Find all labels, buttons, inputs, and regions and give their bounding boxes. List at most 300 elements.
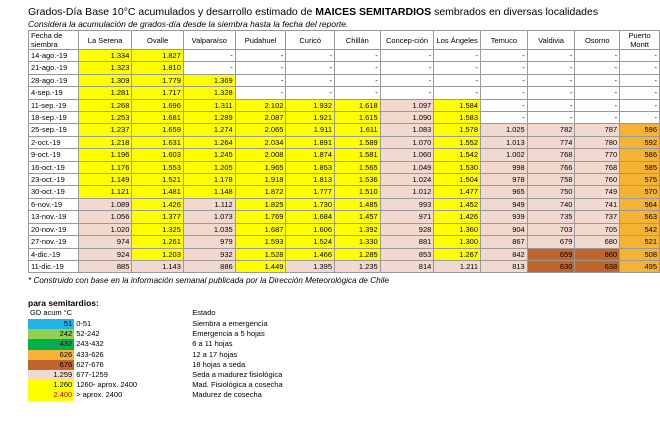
degree-days-cell: 1.874 [286, 149, 335, 161]
degree-days-cell: 1.932 [286, 99, 335, 111]
degree-days-cell: 1.593 [235, 236, 286, 248]
degree-days-cell: 1.659 [132, 124, 184, 136]
degree-days-cell: 1.013 [481, 136, 528, 148]
sowing-date-cell: 25-sep.-19 [29, 124, 79, 136]
degree-days-cell: 965 [481, 186, 528, 198]
legend-header-row [28, 308, 285, 319]
degree-days-cell: 1.891 [286, 136, 335, 148]
legend-range: 0-51 [76, 319, 92, 328]
degree-days-cell: 1.395 [286, 260, 335, 272]
degree-days-cell: - [434, 87, 481, 99]
degree-days-cell: 949 [481, 198, 528, 210]
legend-state: 12 a 17 hojas [192, 349, 238, 359]
degree-days-cell: 1.477 [434, 186, 481, 198]
degree-days-cell: - [235, 62, 286, 74]
degree-days-cell: 1.481 [132, 186, 184, 198]
degree-days-cell: 774 [527, 136, 575, 148]
degree-days-cell: 659 [527, 248, 575, 260]
degree-days-cell: 1.268 [78, 99, 132, 111]
degree-days-cell: 1.070 [380, 136, 434, 148]
legend-range: 677-1259 [76, 370, 108, 380]
degree-days-cell: 1.090 [380, 112, 434, 124]
sowing-date-cell: 30-oct.-19 [29, 186, 79, 198]
table-row [29, 186, 660, 198]
legend-table [28, 308, 285, 401]
degree-days-cell: 1.684 [286, 211, 335, 223]
sowing-date-cell: 18-sep.-19 [29, 112, 79, 124]
degree-days-cell: 1.089 [78, 198, 132, 210]
degree-days-cell: 1.328 [183, 87, 235, 99]
sowing-date-cell: 11-dic.-19 [29, 260, 79, 272]
degree-days-cell: 1.521 [132, 174, 184, 186]
column-header: Valparaíso [183, 31, 235, 50]
degree-days-cell: - [575, 62, 620, 74]
legend-item [28, 390, 285, 400]
degree-days-cell: 768 [575, 161, 620, 173]
degree-days-cell: - [235, 50, 286, 62]
degree-days-cell: - [434, 74, 481, 86]
degree-days-cell: 1.426 [132, 198, 184, 210]
degree-days-cell: 703 [527, 223, 575, 235]
degree-days-cell: - [527, 87, 575, 99]
legend-swatch-value: 626 [28, 350, 74, 360]
degree-days-cell: 564 [620, 198, 660, 210]
degree-days-cell: 735 [527, 211, 575, 223]
degree-days-cell: - [380, 50, 434, 62]
degree-days-cell: 1.311 [183, 99, 235, 111]
degree-days-cell: 979 [183, 236, 235, 248]
degree-days-cell: 1.267 [434, 248, 481, 260]
sowing-date-cell: 27-nov.-19 [29, 236, 79, 248]
degree-days-cell: 1.779 [132, 74, 184, 86]
legend-swatch-value: 1.260 [28, 380, 74, 390]
degree-days-cell: 1.274 [183, 124, 235, 136]
column-header: Curicó [286, 31, 335, 50]
degree-days-cell: - [575, 112, 620, 124]
degree-days-cell: 1.377 [132, 211, 184, 223]
degree-days-cell: 1.426 [434, 211, 481, 223]
degree-days-cell: 1.285 [335, 248, 381, 260]
degree-days-cell: 705 [575, 223, 620, 235]
degree-days-cell: - [575, 99, 620, 111]
degree-days-cell: - [335, 74, 381, 86]
degree-days-cell: - [335, 50, 381, 62]
degree-days-cell: 853 [380, 248, 434, 260]
degree-days-cell: 1.542 [434, 149, 481, 161]
degree-days-cell: 1.121 [78, 186, 132, 198]
degree-days-cell: 813 [481, 260, 528, 272]
legend-item [28, 350, 285, 360]
table-row [29, 99, 660, 111]
degree-days-cell: - [335, 87, 381, 99]
table-row [29, 136, 660, 148]
sowing-date-cell: 4-dic.-19 [29, 248, 79, 260]
table-row [29, 112, 660, 124]
degree-days-cell: - [527, 50, 575, 62]
degree-days-cell: 1.553 [132, 161, 184, 173]
degree-days-cell: 760 [575, 174, 620, 186]
degree-days-cell: 1.261 [132, 236, 184, 248]
legend-state: Mad. Fisiológica a cosecha [192, 380, 283, 390]
degree-days-cell: 1.024 [380, 174, 434, 186]
degree-days-cell: 679 [527, 236, 575, 248]
column-header: Osorno [575, 31, 620, 50]
degree-days-cell: 1.589 [335, 136, 381, 148]
degree-days-cell: - [434, 62, 481, 74]
sowing-date-cell: 2-oct.-19 [29, 136, 79, 148]
legend-swatch-value: 676 [28, 360, 74, 370]
title-crop: MAICES SEMITARDIOS [315, 6, 432, 18]
report-subtitle: Considera la acumulación de grados-día desde la siembra hasta la fecha del reporte. [28, 19, 349, 29]
column-header: Concep-ción [380, 31, 434, 50]
degree-days-cell: 1.872 [235, 186, 286, 198]
degree-days-cell: 1.827 [132, 50, 184, 62]
degree-days-cell: 1.611 [335, 124, 381, 136]
degree-days-cell: 1.485 [335, 198, 381, 210]
degree-days-cell: 1.012 [380, 186, 434, 198]
table-body [29, 50, 660, 273]
degree-days-cell: - [286, 62, 335, 74]
degree-days-cell: 886 [183, 260, 235, 272]
degree-days-cell: 814 [380, 260, 434, 272]
legend-header-state: Estado [192, 308, 216, 318]
degree-days-cell: 586 [620, 149, 660, 161]
table-row [29, 211, 660, 223]
table-row [29, 161, 660, 173]
legend-state: Emergencia a 5 hojas [192, 329, 265, 339]
table-row [29, 124, 660, 136]
degree-days-cell: - [620, 99, 660, 111]
degree-days-cell: 1.730 [286, 198, 335, 210]
legend-item [28, 360, 285, 370]
degree-days-cell: 1.696 [132, 99, 184, 111]
degree-days-cell: - [380, 87, 434, 99]
degree-days-cell: 1.211 [434, 260, 481, 272]
degree-days-cell: 1.603 [132, 149, 184, 161]
column-header: Los Ángeles [434, 31, 481, 50]
degree-days-cell: 1.369 [183, 74, 235, 86]
degree-days-cell: 1.245 [183, 149, 235, 161]
degree-days-cell: 563 [620, 211, 660, 223]
degree-days-cell: 749 [575, 186, 620, 198]
legend-swatch-value: 242 [28, 329, 74, 339]
degree-days-cell: - [481, 112, 528, 124]
degree-days-cell: 766 [527, 161, 575, 173]
degree-days-cell: 1.457 [335, 211, 381, 223]
title-text: Grados-Día Base 10°C acumulados y desarrollo estimado de [28, 6, 316, 18]
footnote: * Construido con base en la información semanal publicada por la Dirección Meteorológica de Chile [28, 276, 389, 285]
degree-days-cell: 1.218 [78, 136, 132, 148]
degree-days-cell: 1.965 [235, 161, 286, 173]
degree-days-cell: 1.237 [78, 124, 132, 136]
degree-days-cell: 881 [380, 236, 434, 248]
degree-days-cell: 1.323 [78, 62, 132, 74]
degree-days-cell: 1.178 [183, 174, 235, 186]
degree-days-cell: 1.769 [235, 211, 286, 223]
degree-days-cell: 1.035 [183, 223, 235, 235]
degree-days-cell: 782 [527, 124, 575, 136]
degree-days-cell: - [620, 74, 660, 86]
degree-days-cell: 1.149 [78, 174, 132, 186]
degree-days-cell: 885 [78, 260, 132, 272]
table-row [29, 50, 660, 62]
degree-days-cell: 1.565 [335, 161, 381, 173]
legend-item [28, 329, 285, 339]
degree-days-cell: 1.309 [78, 74, 132, 86]
degree-days-cell: 521 [620, 236, 660, 248]
legend-title: para semitardios: [28, 298, 99, 308]
degree-days-cell: 1.510 [335, 186, 381, 198]
degree-days-cell: 1.452 [434, 198, 481, 210]
degree-days-cell: 2.087 [235, 112, 286, 124]
degree-days-cell: 1.777 [286, 186, 335, 198]
degree-days-cell: 1.466 [286, 248, 335, 260]
degree-days-cell: - [235, 87, 286, 99]
degree-days-cell: 1.281 [78, 87, 132, 99]
degree-days-cell: 575 [620, 174, 660, 186]
column-header: Valdivia [527, 31, 575, 50]
degree-days-cell: 1.289 [183, 112, 235, 124]
legend-state: 18 hojas a seda [192, 359, 246, 369]
degree-days-cell: 1.810 [132, 62, 184, 74]
degree-days-cell: 1.176 [78, 161, 132, 173]
degree-days-cell: 1.524 [286, 236, 335, 248]
degree-days-cell: 1.631 [132, 136, 184, 148]
degree-days-cell: 680 [575, 236, 620, 248]
degree-days-cell: 1.392 [335, 223, 381, 235]
degree-days-cell: - [183, 50, 235, 62]
degree-days-cell: 1.330 [335, 236, 381, 248]
legend-range: > aprox. 2400 [76, 390, 123, 400]
degree-days-cell: - [575, 74, 620, 86]
legend-item [28, 380, 285, 390]
degree-days-cell: - [286, 74, 335, 86]
table-row [29, 223, 660, 235]
degree-days-cell: 630 [527, 260, 575, 272]
column-header: Ovalle [132, 31, 184, 50]
degree-days-cell: 867 [481, 236, 528, 248]
sowing-date-cell: 14-ago.-19 [29, 50, 79, 62]
degree-days-cell: 787 [575, 124, 620, 136]
degree-days-cell: - [481, 74, 528, 86]
degree-days-cell: 770 [575, 149, 620, 161]
sowing-date-cell: 13-nov.-19 [29, 211, 79, 223]
table-header-row [29, 31, 660, 50]
degree-days-cell: - [481, 62, 528, 74]
degree-days-cell: 1.060 [380, 149, 434, 161]
table-row [29, 248, 660, 260]
degree-days-cell: 741 [575, 198, 620, 210]
degree-days-cell: - [620, 87, 660, 99]
degree-days-cell: - [620, 112, 660, 124]
degree-days-cell: - [527, 74, 575, 86]
degree-days-cell: 1.083 [380, 124, 434, 136]
degree-days-cell: 1.073 [183, 211, 235, 223]
degree-days-cell: - [527, 62, 575, 74]
column-header: Pudahuel [235, 31, 286, 50]
degree-days-cell: 1.825 [235, 198, 286, 210]
table-row [29, 174, 660, 186]
degree-days-cell: 1.196 [78, 149, 132, 161]
degree-days-cell: - [235, 74, 286, 86]
degree-days-cell: 1.717 [132, 87, 184, 99]
degree-days-cell: 1.853 [286, 161, 335, 173]
degree-days-cell: 508 [620, 248, 660, 260]
degree-days-cell: 737 [575, 211, 620, 223]
degree-days-cell: 924 [78, 248, 132, 260]
degree-days-cell: 1.020 [78, 223, 132, 235]
degree-days-cell: 1.002 [481, 149, 528, 161]
degree-days-cell: 974 [78, 236, 132, 248]
degree-days-cell: 495 [620, 260, 660, 272]
sowing-date-cell: 9-oct.-19 [29, 149, 79, 161]
degree-days-cell: 1.606 [286, 223, 335, 235]
degree-days-cell: 1.578 [434, 124, 481, 136]
degree-days-cell: 2.065 [235, 124, 286, 136]
degree-days-cell: 1.205 [183, 161, 235, 173]
legend-range: 243-432 [76, 339, 104, 349]
degree-days-cell: - [335, 62, 381, 74]
degree-days-cell: 1.528 [235, 248, 286, 260]
sowing-date-cell: 20-nov.-19 [29, 223, 79, 235]
degree-days-cell: 768 [527, 149, 575, 161]
legend-item [28, 319, 285, 329]
sowing-date-cell: 21-ago.-19 [29, 62, 79, 74]
degree-days-cell: - [286, 87, 335, 99]
degree-days-cell: 1.813 [286, 174, 335, 186]
degree-days-cell: 1.253 [78, 112, 132, 124]
legend-swatch-value: 432 [28, 339, 74, 349]
degree-days-cell: 1.449 [235, 260, 286, 272]
degree-days-table [28, 30, 660, 273]
table-row [29, 87, 660, 99]
degree-days-cell: 1.618 [335, 99, 381, 111]
degree-days-cell: 971 [380, 211, 434, 223]
degree-days-cell: 1.584 [434, 99, 481, 111]
degree-days-cell: - [481, 99, 528, 111]
degree-days-cell: 1.264 [183, 136, 235, 148]
legend-header-gd: GD acum °C [30, 308, 73, 318]
degree-days-cell: 993 [380, 198, 434, 210]
degree-days-cell: 1.581 [335, 149, 381, 161]
degree-days-cell: 1.325 [132, 223, 184, 235]
legend-range: 433-626 [76, 349, 104, 359]
legend-range: 627-676 [76, 359, 104, 369]
degree-days-cell: 1.360 [434, 223, 481, 235]
degree-days-cell: 1.687 [235, 223, 286, 235]
table-row [29, 62, 660, 74]
degree-days-cell: 585 [620, 161, 660, 173]
sowing-date-cell: 16-oct.-19 [29, 161, 79, 173]
degree-days-cell: 1.203 [132, 248, 184, 260]
degree-days-cell: - [380, 62, 434, 74]
sowing-date-cell: 11-sep.-19 [29, 99, 79, 111]
table-row [29, 198, 660, 210]
degree-days-cell: 1.911 [286, 124, 335, 136]
degree-days-cell: - [481, 87, 528, 99]
column-header: Puerto Montt [620, 31, 660, 50]
table-row [29, 260, 660, 272]
degree-days-cell: 542 [620, 223, 660, 235]
legend-swatch-value: 51 [28, 319, 74, 329]
legend-range: 52-242 [76, 329, 100, 339]
degree-days-cell: - [481, 50, 528, 62]
degree-days-cell: 740 [527, 198, 575, 210]
degree-days-cell: 1.235 [335, 260, 381, 272]
column-header: Fecha de siembra [29, 31, 79, 50]
degree-days-cell: 638 [575, 260, 620, 272]
degree-days-cell: 1.530 [434, 161, 481, 173]
degree-days-cell: 1.504 [434, 174, 481, 186]
degree-days-cell: 1.112 [183, 198, 235, 210]
degree-days-cell: 928 [380, 223, 434, 235]
degree-days-cell: 1.552 [434, 136, 481, 148]
degree-days-cell: 1.300 [434, 236, 481, 248]
degree-days-cell: 1.334 [78, 50, 132, 62]
degree-days-cell: 1.049 [380, 161, 434, 173]
sowing-date-cell: 28-ago.-19 [29, 74, 79, 86]
degree-days-cell: - [380, 74, 434, 86]
degree-days-cell: 1.681 [132, 112, 184, 124]
sowing-date-cell: 4-sep.-19 [29, 87, 79, 99]
degree-days-cell: - [620, 62, 660, 74]
degree-days-cell: 998 [481, 161, 528, 173]
degree-days-cell: - [527, 99, 575, 111]
degree-days-cell: 1.148 [183, 186, 235, 198]
degree-days-cell: - [620, 50, 660, 62]
degree-days-cell: 570 [620, 186, 660, 198]
degree-days-cell: 758 [527, 174, 575, 186]
table-row [29, 236, 660, 248]
degree-days-cell: 660 [575, 248, 620, 260]
legend-range: 1260- aprox. 2400 [76, 380, 138, 390]
degree-days-cell: 978 [481, 174, 528, 186]
degree-days-cell: - [434, 50, 481, 62]
table-row [29, 149, 660, 161]
degree-days-cell: 1.536 [335, 174, 381, 186]
degree-days-cell: 1.143 [132, 260, 184, 272]
degree-days-cell: 1.025 [481, 124, 528, 136]
degree-days-cell: - [575, 87, 620, 99]
legend-swatch-value: 1.259 [28, 370, 74, 380]
legend-state: 6 a 11 hojas [192, 339, 233, 349]
degree-days-cell: - [286, 50, 335, 62]
legend-item [28, 339, 285, 349]
degree-days-cell: 932 [183, 248, 235, 260]
degree-days-cell: 2.008 [235, 149, 286, 161]
column-header: Temuco [481, 31, 528, 50]
title-text-end: sembrados en diversas localidades [431, 6, 599, 18]
sowing-date-cell: 6-nov.-19 [29, 198, 79, 210]
degree-days-cell: 780 [575, 136, 620, 148]
legend-item [28, 370, 285, 380]
sowing-date-cell: 23-oct.-19 [29, 174, 79, 186]
table-row [29, 74, 660, 86]
degree-days-cell: 2.102 [235, 99, 286, 111]
degree-days-cell: 1.583 [434, 112, 481, 124]
legend-state: Siembra a emergencia [192, 319, 268, 328]
degree-days-cell: 592 [620, 136, 660, 148]
degree-days-cell: 939 [481, 211, 528, 223]
report-title [28, 6, 598, 18]
degree-days-cell: 2.034 [235, 136, 286, 148]
legend-swatch-value: 2.400 [28, 390, 74, 400]
legend-state: Seda a madurez fisiológica [192, 370, 283, 380]
degree-days-cell: 904 [481, 223, 528, 235]
degree-days-cell: 596 [620, 124, 660, 136]
degree-days-cell: - [527, 112, 575, 124]
degree-days-cell: - [575, 50, 620, 62]
